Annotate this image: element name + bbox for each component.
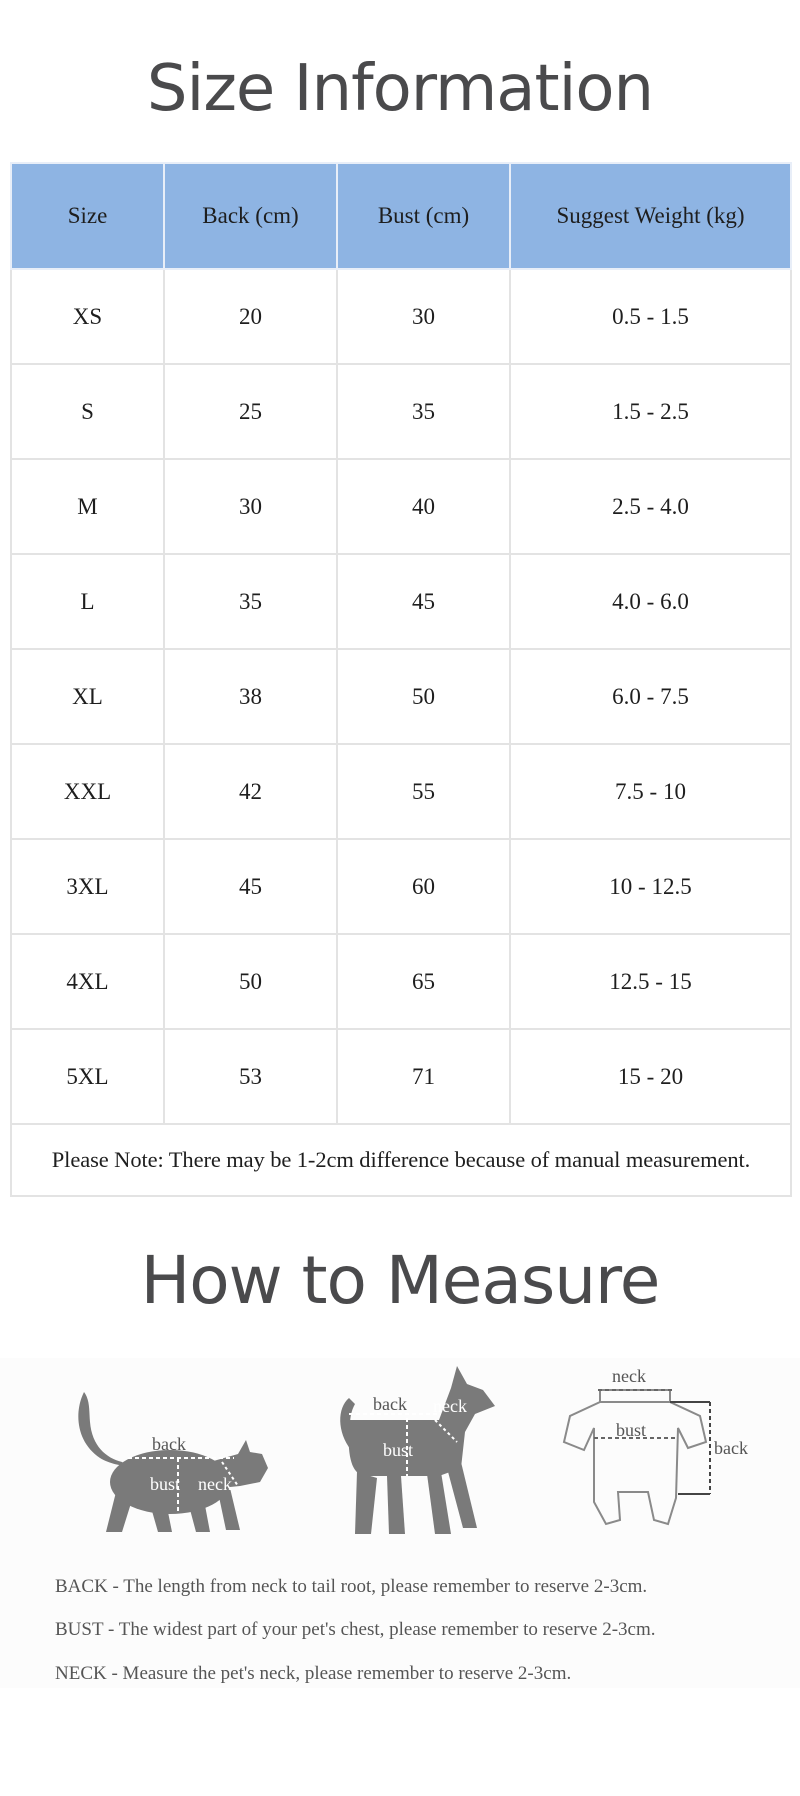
cell-bust: 50	[337, 649, 510, 744]
back-description: BACK - The length from neck to tail root, please remember to reserve 2-3cm.	[55, 1576, 648, 1597]
note-row	[11, 1124, 791, 1196]
size-table	[10, 162, 792, 1197]
dog-back-label: back	[373, 1394, 407, 1414]
cell-bust: 55	[337, 744, 510, 839]
cell-back: 45	[164, 839, 337, 934]
bust-description: BUST - The widest part of your pet's chest, please remember to reserve 2-3cm.	[55, 1619, 656, 1640]
cell-size: 4XL	[11, 934, 164, 1029]
table-row	[11, 649, 791, 744]
table-row	[11, 839, 791, 934]
table-row	[11, 459, 791, 554]
cell-back: 25	[164, 364, 337, 459]
table-row	[11, 269, 791, 364]
cell-bust: 30	[337, 269, 510, 364]
cell-size: XL	[11, 649, 164, 744]
table-row	[11, 1029, 791, 1124]
table-row	[11, 554, 791, 649]
header-size: Size	[11, 163, 164, 269]
header-bust: Bust (cm)	[337, 163, 510, 269]
header-back: Back (cm)	[164, 163, 337, 269]
table-row	[11, 934, 791, 1029]
cell-size: 3XL	[11, 839, 164, 934]
cell-weight: 4.0 - 6.0	[510, 554, 791, 649]
garment-bust-label: bust	[616, 1420, 647, 1440]
cell-weight: 0.5 - 1.5	[510, 269, 791, 364]
measurement-note: Please Note: There may be 1-2cm difference because of manual measurement.	[11, 1124, 791, 1196]
cell-size: XXL	[11, 744, 164, 839]
table-header-row	[11, 163, 791, 269]
garment-neck-label: neck	[612, 1366, 646, 1386]
cell-bust: 40	[337, 459, 510, 554]
cell-back: 38	[164, 649, 337, 744]
cat-silhouette-icon	[78, 1392, 268, 1532]
cell-size: M	[11, 459, 164, 554]
cell-bust: 60	[337, 839, 510, 934]
how-to-measure-title: How to Measure	[140, 1242, 660, 1319]
dog-diagram	[335, 1358, 505, 1538]
cell-back: 30	[164, 459, 337, 554]
cell-weight: 6.0 - 7.5	[510, 649, 791, 744]
cell-weight: 10 - 12.5	[510, 839, 791, 934]
cat-neck-label: neck	[198, 1474, 232, 1494]
table-row	[11, 744, 791, 839]
cell-size: L	[11, 554, 164, 649]
dog-bust-label: bust	[383, 1440, 414, 1460]
cell-weight: 15 - 20	[510, 1029, 791, 1124]
garment-back-label: back	[714, 1438, 748, 1458]
cat-diagram	[70, 1382, 280, 1532]
cat-bust-label: bust	[150, 1474, 181, 1494]
cell-weight: 12.5 - 15	[510, 934, 791, 1029]
table-row	[11, 364, 791, 459]
cell-bust: 35	[337, 364, 510, 459]
cell-bust: 71	[337, 1029, 510, 1124]
cell-back: 53	[164, 1029, 337, 1124]
cell-weight: 7.5 - 10	[510, 744, 791, 839]
cell-weight: 2.5 - 4.0	[510, 459, 791, 554]
garment-diagram	[560, 1362, 760, 1532]
cell-size: 5XL	[11, 1029, 164, 1124]
garment-outline-icon	[564, 1390, 706, 1524]
dog-neck-label: neck	[433, 1396, 467, 1416]
cell-weight: 1.5 - 2.5	[510, 364, 791, 459]
cell-back: 35	[164, 554, 337, 649]
dog-silhouette-icon	[340, 1366, 495, 1534]
size-information-title: Size Information	[146, 52, 654, 126]
cell-size: XS	[11, 269, 164, 364]
cell-back: 20	[164, 269, 337, 364]
header-weight: Suggest Weight (kg)	[510, 163, 791, 269]
cell-back: 42	[164, 744, 337, 839]
cell-bust: 65	[337, 934, 510, 1029]
cell-back: 50	[164, 934, 337, 1029]
cat-back-label: back	[152, 1434, 186, 1454]
cell-size: S	[11, 364, 164, 459]
neck-description: NECK - Measure the pet's neck, please remember to reserve 2-3cm.	[55, 1663, 572, 1684]
cell-bust: 45	[337, 554, 510, 649]
